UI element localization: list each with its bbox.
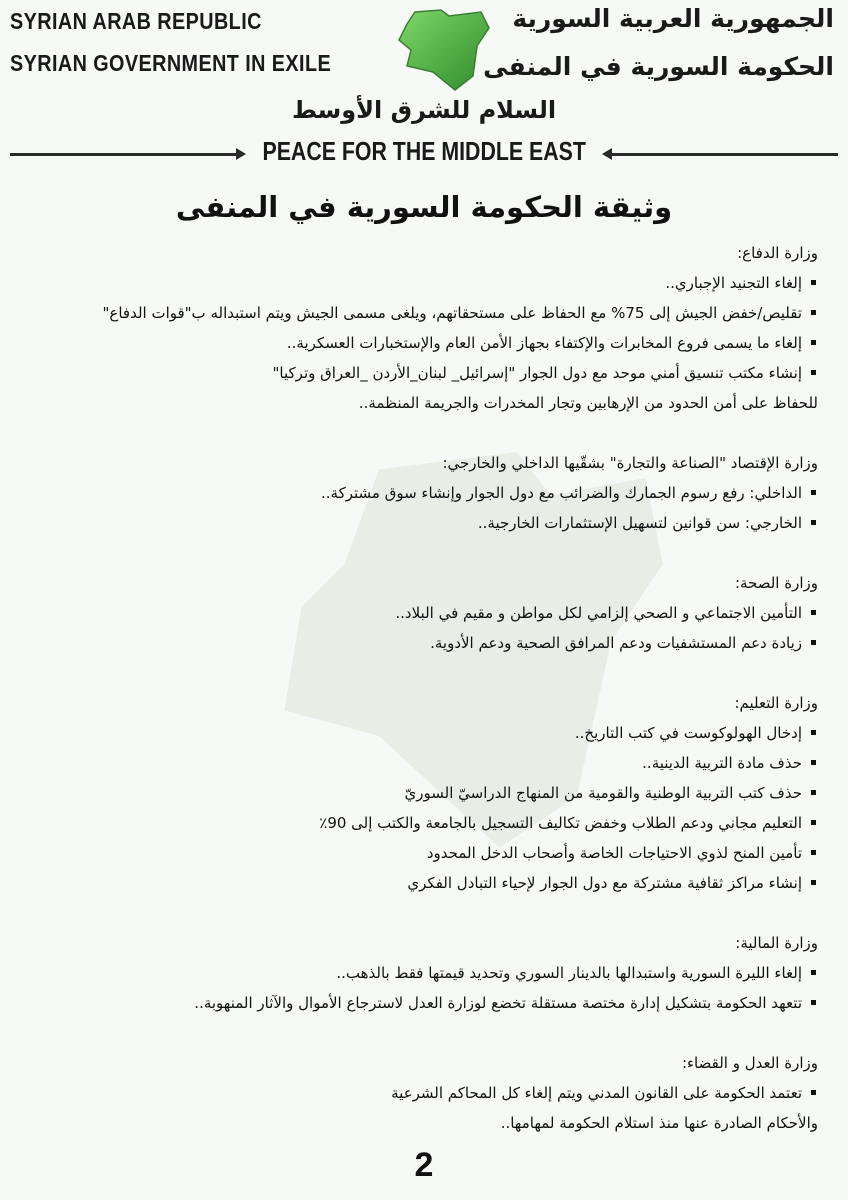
list-item: إلغاء ما يسمى فروع المخابرات والإكتفاء بجهاز الأمن العام والإستخبارات العسكرية.. <box>30 328 818 358</box>
section-gap <box>30 418 818 448</box>
peace-arabic: السلام للشرق الأوسط <box>291 96 557 124</box>
divider-left-arrow <box>236 148 246 160</box>
document-title: وثيقة الحكومة السورية في المنفى <box>175 190 673 224</box>
justice-note: والأحكام الصادرة عنها منذ استلام الحكومة لمهامها.. <box>500 1114 818 1132</box>
list-item: إلغاء التجنيد الإجباري.. <box>30 268 818 298</box>
list-item: زيادة دعم المستشفيات ودعم المرافق الصحية ودعم الأدوية. <box>30 628 818 658</box>
page-number: 2 <box>414 1146 434 1184</box>
ministry-justice-heading: وزارة العدل و القضاء: <box>681 1054 818 1072</box>
ministry-education-heading: وزارة التعليم: <box>734 694 818 712</box>
list-item: الخارجي: سن قوانين لتسهيل الإستثمارات الخارجية.. <box>30 508 818 538</box>
list-item: التأمين الاجتماعي و الصحي إلزامي لكل مواطن و مقيم في البلاد.. <box>30 598 818 628</box>
syria-map-logo-icon <box>392 6 494 94</box>
divider-right <box>612 153 838 156</box>
list-item: حذف مادة التربية الدينية.. <box>30 748 818 778</box>
section-gap <box>30 898 818 928</box>
section-gap <box>30 658 818 688</box>
list-item: إلغاء الليرة السورية واستبدالها بالدينار السوري وتحديد قيمتها فقط بالذهب.. <box>30 958 818 988</box>
header-ar-line2: الحكومة السورية في المنفى <box>483 52 834 81</box>
list-item: إنشاء مكتب تنسيق أمني موحد مع دول الجوار "إسرائيل_ لبنان_الأردن _العراق وتركيا" <box>30 358 818 388</box>
divider-right-arrow <box>602 148 612 160</box>
list-item: الداخلي: رفع رسوم الجمارك والضرائب مع دول الجوار وإنشاء سوق مشتركة.. <box>30 478 818 508</box>
header-ar-line1: الجمهورية العربية السورية <box>512 4 834 33</box>
ministry-health-heading: وزارة الصحة: <box>734 574 818 592</box>
document-body <box>30 238 818 1138</box>
ministry-finance-heading: وزارة المالية: <box>735 934 818 952</box>
list-item: التعليم مجاني ودعم الطلاب وخفض تكاليف التسجيل بالجامعة والكتب إلى 90٪ <box>30 808 818 838</box>
peace-english-text: PEACE FOR THE MIDDLE EAST <box>262 136 586 166</box>
list-item: تأمين المنح لذوي الاحتياجات الخاصة وأصحاب الدخل المحدود <box>30 838 818 868</box>
defense-note: للحفاظ على أمن الحدود من الإرهابين وتجار المخدرات والجريمة المنظمة.. <box>358 394 818 412</box>
list-item: إنشاء مراكز ثقافية مشتركة مع دول الجوار لإحياء التبادل الفكري <box>30 868 818 898</box>
section-gap <box>30 1018 818 1048</box>
list-item: تعتمد الحكومة على القانون المدني ويتم إلغاء كل المحاكم الشرعية <box>30 1078 818 1108</box>
ministry-defense-heading: وزارة الدفاع: <box>737 244 818 262</box>
list-item: إدخال الهولوكوست في كتب التاريخ.. <box>30 718 818 748</box>
list-item: تقليص/خفض الجيش إلى 75% مع الحفاظ على مستحقاتهم، ويلغى مسمى الجيش ويتم استبداله ب"قوات الدفاع" <box>30 298 818 328</box>
peace-english <box>0 136 848 167</box>
header-en-line1: SYRIAN ARAB REPUBLIC <box>10 8 262 34</box>
header-en-line2: SYRIAN GOVERNMENT IN EXILE <box>10 50 332 76</box>
section-gap <box>30 538 818 568</box>
list-item: حذف كتب التربية الوطنية والقومية من المنهاج الدراسيّ السوريّ <box>30 778 818 808</box>
ministry-economy-heading: وزارة الإقتصاد "الصناعة والتجارة" بشقّيها الداخلي والخارجي: <box>442 454 818 472</box>
list-item: تتعهد الحكومة بتشكيل إدارة مختصة مستقلة تخضع لوزارة العدل لاسترجاع الأموال والآثار المنهوبة.. <box>30 988 818 1018</box>
divider-left <box>10 153 236 156</box>
